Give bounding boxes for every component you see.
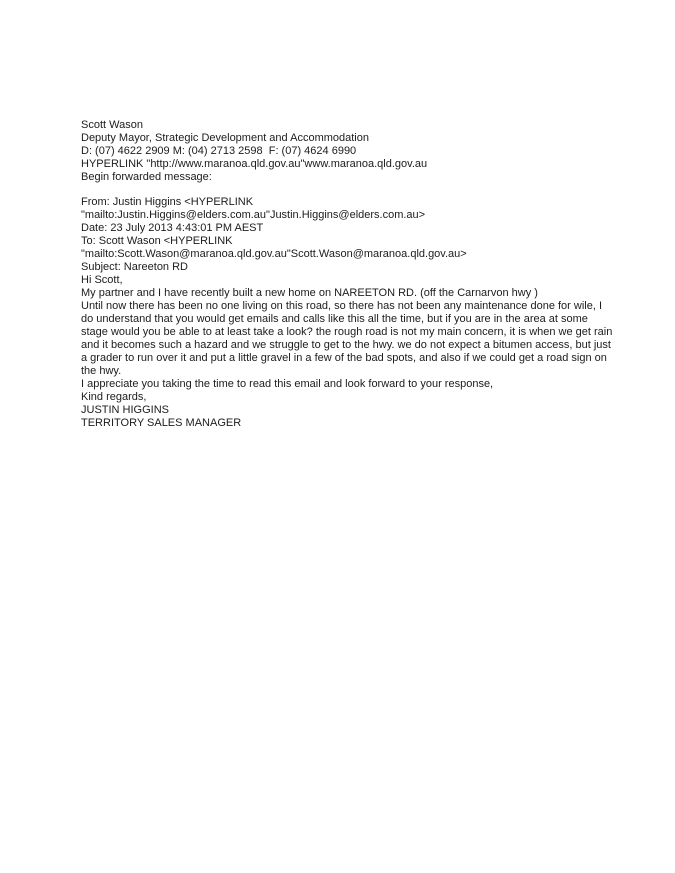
body-greeting: Hi Scott, [81,274,123,286]
header-to-line1: To: Scott Wason <HYPERLINK [81,235,233,247]
body-main-paragraph: Until now there has been no one living on this road, so there has not been any maintenance done for wile, I do understand that you would get emails and calls like this all the time, but if you are in the area at some stage would you be able to at least take a look? the rough road is not my main concern, it is when we get rain and it becomes such a hazard and we struggle to get to the hwy. we do not expect a bitumen access, but just a grader to run over it and put a little gravel in a few of the bad spots, and also if we could get a road sign on the hwy. [81,300,613,377]
forwarded-message-label: Begin forwarded message: [81,171,212,183]
body-closing-sentence: I appreciate you taking the time to read this email and look forward to your response, [81,378,494,390]
forwarded-headers-block [81,196,616,274]
header-date: Date: 23 July 2013 4:43:01 PM AEST [81,222,264,234]
signature-name: JUSTIN HIGGINS [81,404,170,416]
sender-phone-numbers: D: (07) 4622 2909 M: (04) 2713 2598 F: (07) 4624 6990 [81,145,357,157]
header-subject: Subject: Nareeton RD [81,261,188,273]
body-intro-sentence: My partner and I have recently built a new home on NAREETON RD. (off the Carnarvon hwy ) [81,287,538,299]
header-from-line2-mailto: "mailto:Justin.Higgins@elders.com.au"Justin.Higgins@elders.com.au> [81,209,426,221]
header-to-line2-mailto: "mailto:Scott.Wason@maranoa.qld.gov.au"Scott.Wason@maranoa.qld.gov.au> [81,248,467,260]
sender-name: Scott Wason [81,119,143,131]
email-document-content [81,119,616,430]
signature-job-title: TERRITORY SALES MANAGER [81,417,242,429]
sender-title: Deputy Mayor, Strategic Development and Accommodation [81,132,369,144]
header-from-line1: From: Justin Higgins <HYPERLINK [81,196,254,208]
sender-website-hyperlink-text: HYPERLINK "http://www.maranoa.qld.gov.au"www.maranoa.qld.gov.au [81,158,428,170]
body-sign-off: Kind regards, [81,391,147,403]
